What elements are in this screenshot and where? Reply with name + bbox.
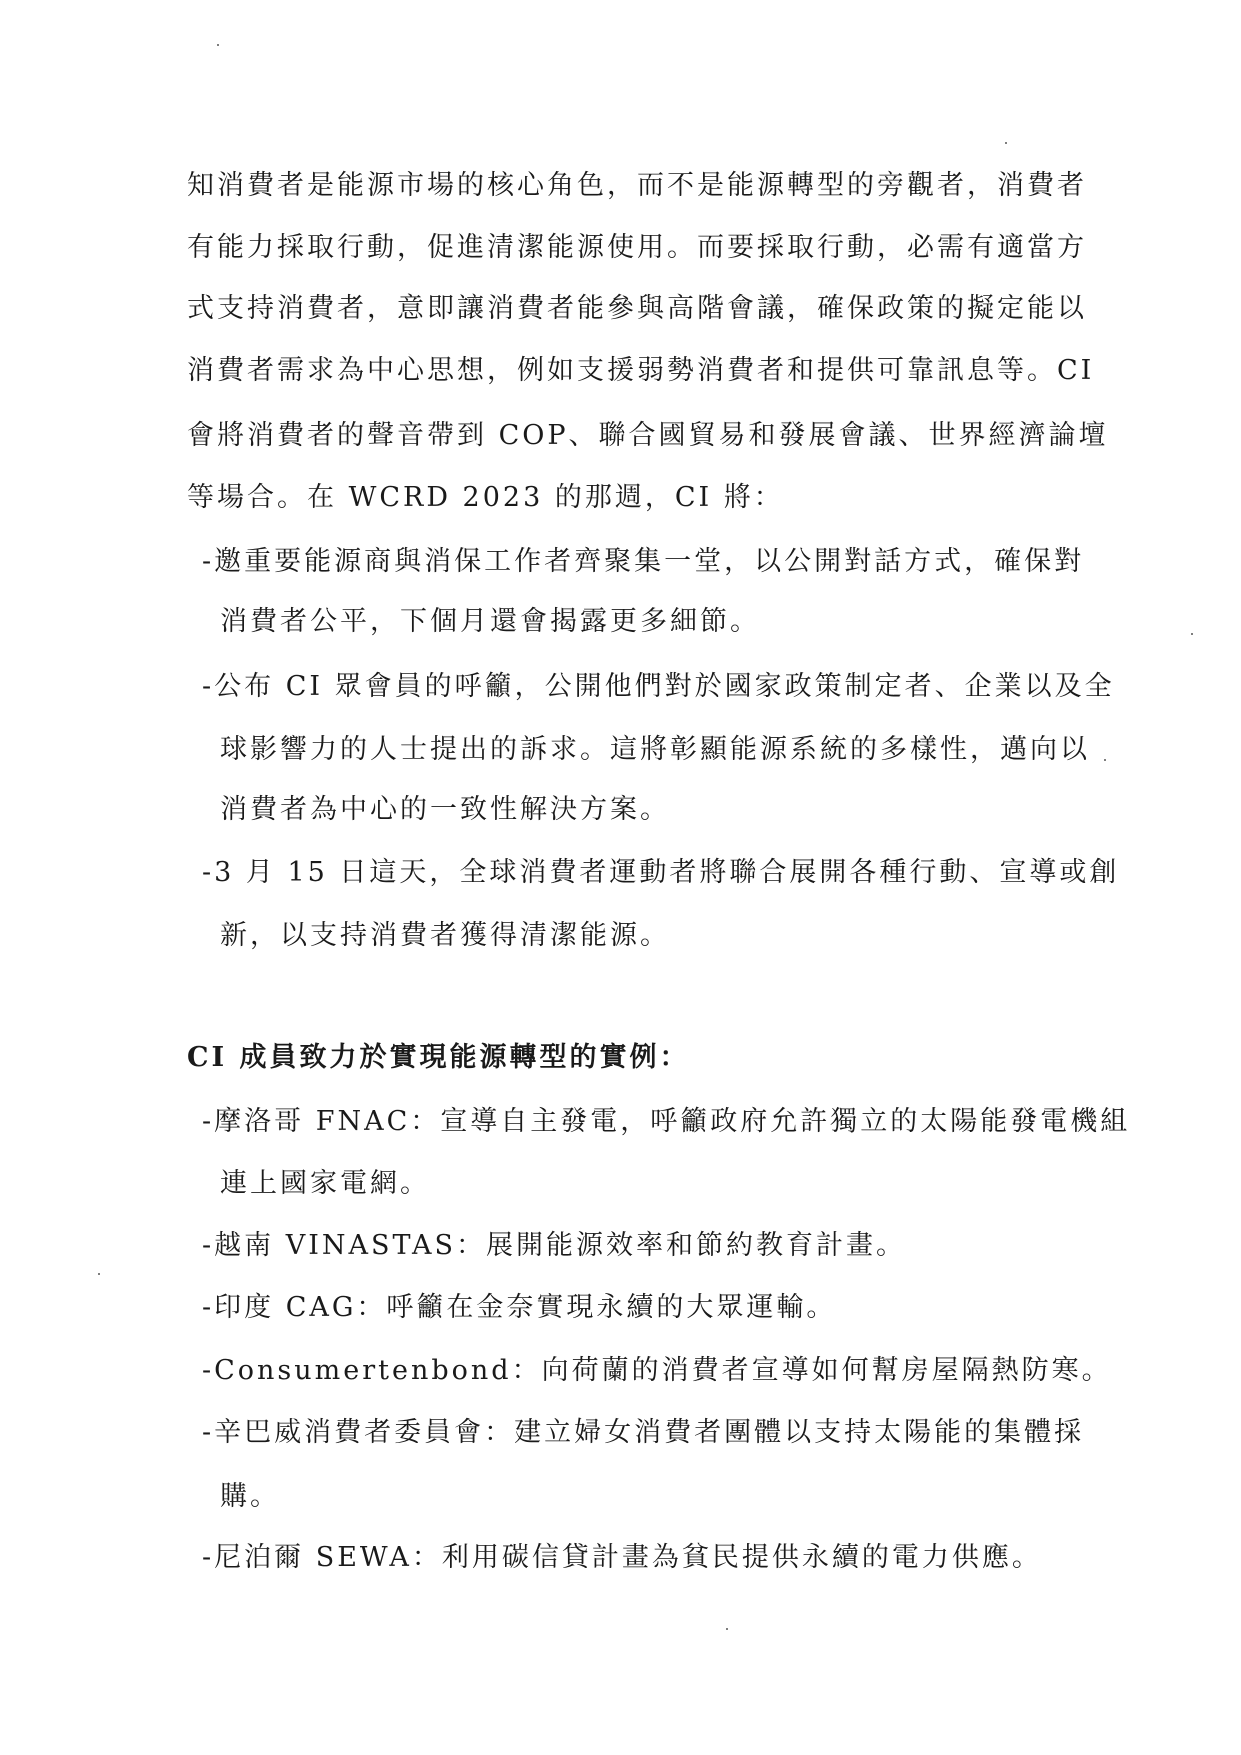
scan-speck <box>726 1628 728 1630</box>
list-item-line: -邀重要能源商與消保工作者齊聚集一堂，以公開對話方式，確保對 <box>202 546 1085 577</box>
paragraph-line: 有能力採取行動，促進清潔能源使用。而要採取行動，必需有適當方 <box>187 232 1087 263</box>
list-item-line: 新，以支持消費者獲得清潔能源。 <box>220 920 670 951</box>
list-item-line: 消費者公平，下個月還會揭露更多細節。 <box>220 606 760 637</box>
scan-speck <box>1005 142 1007 144</box>
paragraph-line: 等場合。在 WCRD 2023 的那週，CI 將： <box>187 482 784 513</box>
list-item-line: -3 月 15 日這天，全球消費者運動者將聯合展開各種行動、宣導或創 <box>202 857 1120 888</box>
list-item-line: -Consumertenbond：向荷蘭的消費者宣導如何幫房屋隔熱防寒。 <box>202 1355 1112 1386</box>
scan-speck <box>98 1273 100 1275</box>
paragraph-line: 消費者需求為中心思想，例如支援弱勢消費者和提供可靠訊息等。CI <box>187 355 1095 386</box>
paragraph-line: 會將消費者的聲音帶到 COP、聯合國貿易和發展會議、世界經濟論壇 <box>187 420 1109 451</box>
list-item-line: 消費者為中心的一致性解決方案。 <box>220 794 670 825</box>
list-item-line: -辛巴威消費者委員會：建立婦女消費者團體以支持太陽能的集體採 <box>202 1417 1085 1448</box>
list-item-line: -摩洛哥 FNAC：宣導自主發電，呼籲政府允許獨立的太陽能發電機組 <box>202 1106 1131 1137</box>
paragraph-line: 知消費者是能源市場的核心角色，而不是能源轉型的旁觀者，消費者 <box>187 170 1087 201</box>
scan-speck <box>1104 759 1106 761</box>
list-item-line: -印度 CAG：呼籲在金奈實現永續的大眾運輸。 <box>202 1292 837 1323</box>
list-item-line: 購。 <box>220 1481 280 1512</box>
list-item-line: -越南 VINASTAS：展開能源效率和節約教育計畫。 <box>202 1230 907 1261</box>
list-item-line: -尼泊爾 SEWA：利用碳信貸計畫為貧民提供永續的電力供應。 <box>202 1542 1042 1573</box>
scan-speck <box>1191 633 1193 635</box>
section-heading: CI 成員致力於實現能源轉型的實例： <box>187 1042 690 1073</box>
list-item-line: 連上國家電網。 <box>220 1168 430 1199</box>
scan-speck <box>217 44 219 46</box>
list-item-line: 球影響力的人士提出的訴求。這將彰顯能源系統的多樣性，邁向以 <box>220 734 1090 765</box>
list-item-line: -公布 CI 眾會員的呼籲，公開他們對於國家政策制定者、企業以及全 <box>202 671 1115 702</box>
paragraph-line: 式支持消費者，意即讓消費者能參與高階會議，確保政策的擬定能以 <box>187 293 1087 324</box>
